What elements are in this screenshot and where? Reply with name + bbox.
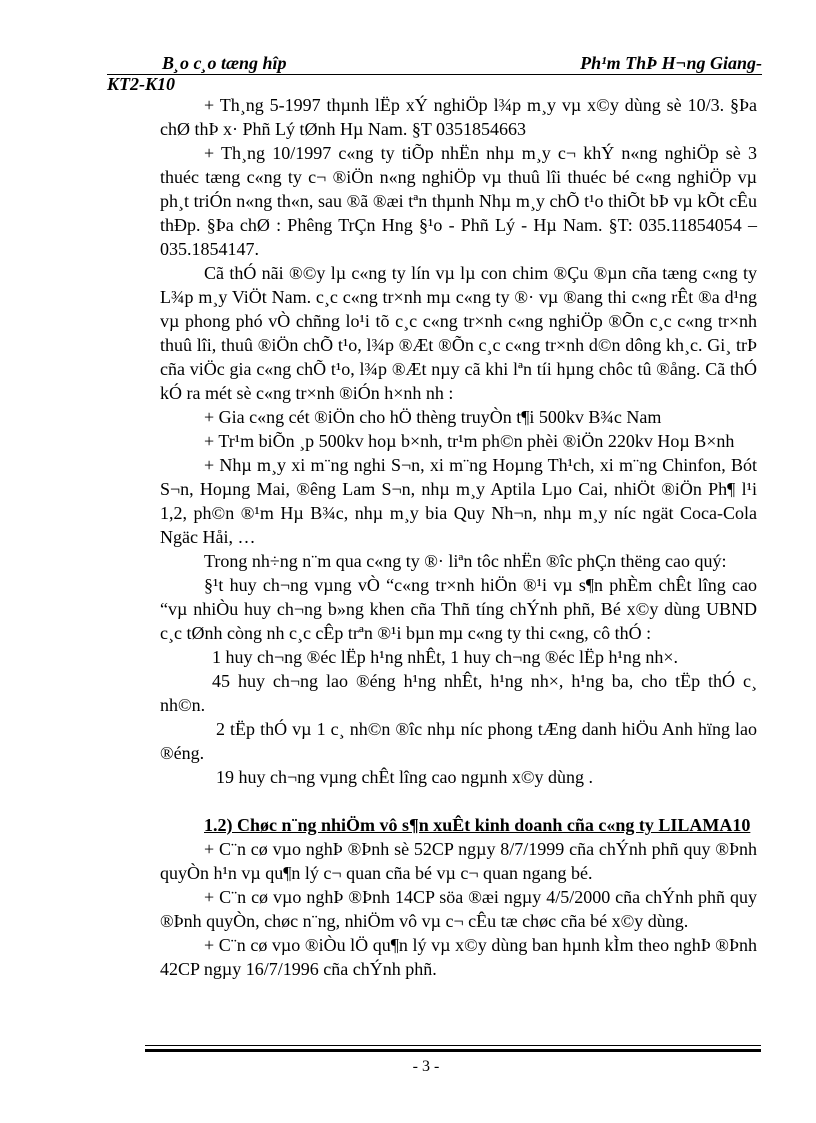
paragraph: §¹t huy ch¬ng vµng vÒ “c«ng tr×nh hiÖn ®¹i vµ s¶n phÈm chÊt lîng cao “vµ nhiÒu huy ch¬ng b»ng khen cña Thñ tíng chÝnh phñ, Bé x©y dùng UBND c¸c tØnh còng nh c¸c cÊp trªn ®¹i bµn mµ c«ng ty thi c«ng, cô thÓ :: [160, 575, 757, 643]
paragraph: + Tr¹m biÕn ¸p 500kv hoµ b×nh, tr¹m ph©n phèi ®iÖn 220kv Hoµ B×nh: [204, 431, 735, 451]
paragraph: + Th¸ng 5-1997 thµnh lËp xÝ nghiÖp l¾p m¸y vµ x©y dùng sè 10/3. §Þa chØ thÞ x· Phñ Lý tØnh Hµ Nam. §T 0351854663: [160, 95, 757, 139]
paragraph: Cã thÓ nãi ®©y lµ c«ng ty lín vµ lµ con chim ®Çu ®µn cña tæng c«ng ty L¾p m¸y ViÖt Nam. c¸c c«ng tr×nh mµ c«ng ty ®· vµ ®ang thi c«ng rÊt ®a d¹ng vµ phong phó vÒ chñng lo¹i tõ c¸c c«ng tr×nh c«ng nghiÖp ®Õn c¸c c«ng tr×nh thuû lîi, thuû ®iÖn chÕ t¹o, l¾p ®Æt ®Õn c¸c c«ng tr×nh d©n dông kh¸c. Gi¸ trÞ cña viÖc gia c«ng chÕ t¹o, l¾p ®Æt nµy cã khi lªn tíi hµng chôc tû ®ång. Cã thÓ kÓ ra mét sè c«ng tr×nh ®iÓn h×nh nh :: [160, 263, 757, 403]
paragraph: 45 huy ch¬ng lao ®éng h¹ng nhÊt, h¹ng nh×, h¹ng ba, cho tËp thÓ c¸ nh©n.: [160, 671, 757, 715]
paragraph: 19 huy ch¬ng vµng chÊt lîng cao ngµnh x©y dùng .: [216, 767, 594, 787]
paragraph: + Gia c«ng cét ®iÖn cho hÖ thèng truyÒn t¶i 500kv B¾c Nam: [204, 407, 662, 427]
paragraph: + Th¸ng 10/1997 c«ng ty tiÕp nhËn nhµ m¸y c¬ khÝ n«ng nghiÖp sè 3 thuéc tæng c«ng ty c¬ ®iÖn n«ng nghiÖp vµ thuû lîi thuéc bé c«ng nghiÖp vµ ph¸t triÓn n«ng th«n, sau ®ã ®æi tªn thµnh Nhµ m¸y chÕ t¹o thiÕt bÞ vµ kÕt cÊu thÐp. §Þa chØ : Phêng TrÇn Hng §¹o - Phñ Lý - Hµ Nam. §T: 035.11854054 – 035.1854147.: [160, 143, 757, 259]
paragraph: + Nhµ m¸y xi m¨ng nghi S¬n, xi m¨ng Hoµng Th¹ch, xi m¨ng Chinfon, Bót S¬n, Hoµng Mai, ®êng Lam S¬n, nhµ m¸y Aptila Lµo Cai, nhiÖt ®iÖn Ph¶ l¹i 1,2, ph©n ®¹m Hµ B¾c, nhµ m¸y bia Quy Nh¬n, nhµ m¸y níc ngät Coca-Cola Ngäc Håi, …: [160, 455, 757, 547]
paragraph: Trong nh÷ng n¨m qua c«ng ty ®· liªn tôc nhËn ®îc phÇn thëng cao quý:: [204, 551, 727, 571]
document-body: [160, 93, 757, 981]
header-author: Ph¹m ThÞ H¬ng Giang-: [580, 53, 762, 73]
footer-rule-thick: [145, 1049, 761, 1052]
header-class-code: KT2-K10: [107, 74, 176, 94]
paragraph: + C¨n cø vµo nghÞ ®Þnh sè 52CP ngµy 8/7/1999 cña chÝnh phñ quy ®Þnh quyÒn h¹n vµ qu¶n lý c¬ quan cña bé vµ c¬ quan ngang bé.: [160, 839, 757, 883]
page-header: [107, 52, 762, 74]
paragraph: + C¨n cø vµo ®iÒu lÖ qu¶n lý vµ x©y dùng ban hµnh kÌm theo nghÞ ®Þnh 42CP ngµy 16/7/1996 cña chÝnh phñ.: [160, 935, 757, 979]
header-report-title: B¸o c¸o tæng hîp: [162, 53, 287, 73]
header-rule: [107, 74, 762, 75]
paragraph: 1 huy ch¬ng ®éc lËp h¹ng nhÊt, 1 huy ch¬ng ®éc lËp h¹ng nh×.: [212, 647, 679, 667]
section-heading: 1.2) Chøc n¨ng nhiÖm vô s¶n xuÊt kinh doanh cña c«ng ty LILAMA10: [204, 815, 751, 835]
paragraph: + C¨n cø vµo nghÞ ®Þnh 14CP söa ®æi ngµy 4/5/2000 cña chÝnh phñ quy ®Þnh quyÒn, chøc n¨ng, nhiÖm vô vµ c¬ cÊu tæ chøc cña bé x©y dùng.: [160, 887, 757, 931]
spacer: [160, 789, 757, 813]
paragraph: 2 tËp thÓ vµ 1 c¸ nh©n ®îc nhµ níc phong tÆng danh hiÖu Anh hïng lao ®éng.: [160, 719, 757, 763]
footer-rule-thin: [145, 1045, 761, 1046]
page-number: - 3 -: [412, 1058, 440, 1075]
